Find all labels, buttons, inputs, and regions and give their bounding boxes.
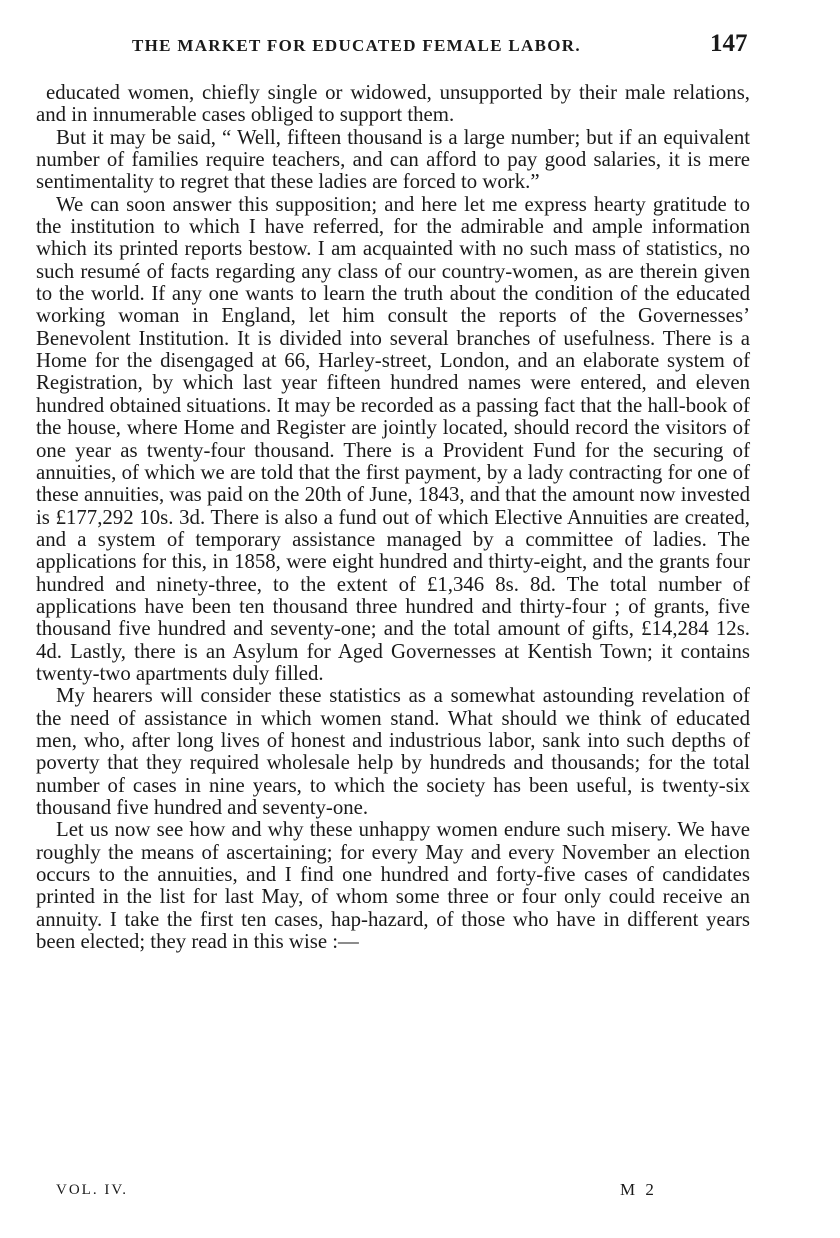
paragraph-5: Let us now see how and why these unhappy women endure such misery. We have roughly the means of ascertaining; for every May and every November an election occurs to the annuities, and I find one hundred and forty-five cases of candidates printed in the list for last May, of whom some three or four only could receive an annuity. I take the first ten cases, hap-hazard, of those who have in different years been elected; they read in this wise :— xyxy=(36,818,750,954)
page-number: 147 xyxy=(710,30,748,57)
paragraph-1: educated women, chiefly single or widowed, unsupported by their male relations, and in innumerable cases obliged to support them. xyxy=(36,81,750,127)
running-title: THE MARKET FOR EDUCATED FEMALE LABOR. xyxy=(132,36,581,55)
running-head xyxy=(0,28,840,68)
paragraph-2: But it may be said, “ Well, fifteen thousand is a large number; but if an equivalent number of families require teachers, and can afford to pay good salaries, it is mere sentimentality to regret that these ladies are forced to work.” xyxy=(36,125,750,194)
page-footer xyxy=(0,1180,840,1204)
paragraph-4: My hearers will consider these statistics as a somewhat astounding revelation of the need of assistance in which women stand. What should we think of educated men, who, after long lives of honest and industrious labor, sank into such depths of poverty that they required wholesale help by hundreds and thousands; for the total number of cases in nine years, to which the society has been useful, is twenty-six thousand five hundred and seventy-one. xyxy=(36,684,750,819)
paragraph-3: We can soon answer this supposition; and here let me express hearty gratitude to the institution to which I have referred, for the admirable and ample information which its printed reports bestow. I am acquainted with no such mass of statistics, no such resumé of facts regarding any class of our country-women, as are therein given to the world. If any one wants to learn the truth about the condition of the educated working woman in England, let him consult the reports of the Governesses’ Benevolent Institution. It is divided into several branches of usefulness. There is a Home for the disengaged at 66, Harley-street, London, and an elaborate system of Registration, by which last year fifteen hundred names were entered, and eleven hundred obtained situations. It may be recorded as a passing fact that the hall-book of the house, where Home and Register are jointly located, should record the visitors of one year as twenty-four thousand. There is a Provident Fund for the securing of annuities, of which we are told that the first payment, by a lady contracting for one of these annuities, was paid on the 20th of June, 1843, and that the amount now invested is £177,292 10s. 3d. There is also a fund out of which Elective Annuities are created, and a system of temporary assistance managed by a committee of ladies. The applications for this, in 1858, were eight hundred and thirty-eight, and the grants four hundred and ninety-three, to the extent of £1,346 8s. 8d. The total number of applications have been ten thousand three hundred and thirty-four ; of grants, five thousand five hundred and seventy-one; and the total amount of gifts, £14,284 12s. 4d. Lastly, there is an Asylum for Aged Governesses at Kentish Town; it contains twenty-two apartments duly filled. xyxy=(36,192,750,685)
signature-mark: M 2 xyxy=(620,1180,657,1199)
article-body xyxy=(36,82,750,953)
volume-label: VOL. IV. xyxy=(56,1182,128,1198)
